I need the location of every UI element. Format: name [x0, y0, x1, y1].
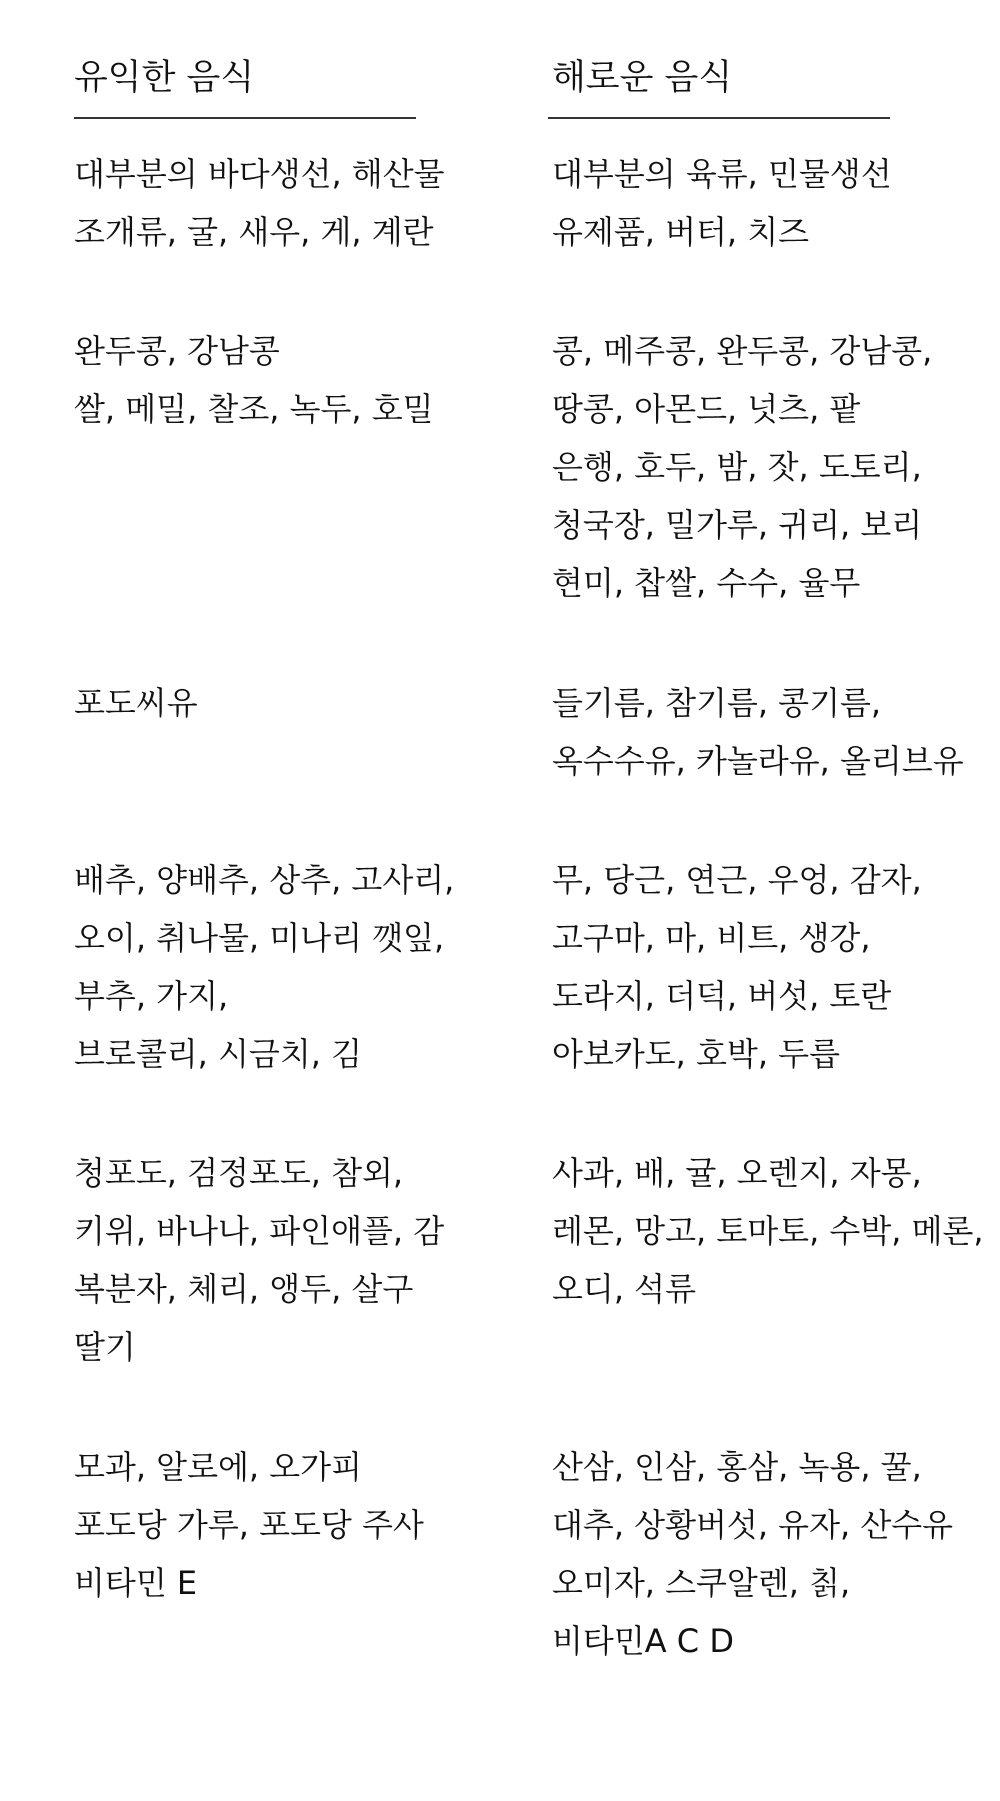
food-list-line: 브로콜리, 시금치, 김: [74, 1035, 362, 1073]
food-list-line: 도라지, 더덕, 버섯, 토란: [552, 977, 892, 1015]
food-list-line: 사과, 배, 귤, 오렌지, 자몽,: [552, 1154, 922, 1192]
food-list-line: 포도씨유: [74, 684, 198, 722]
food-list-line: 땅콩, 아몬드, 넛츠, 팥: [552, 390, 861, 428]
harmful-supplements-group: [552, 1438, 953, 1670]
food-list-line: 은행, 호두, 밤, 잣, 도토리,: [552, 448, 922, 486]
harmful-beans-grains-group: [552, 322, 932, 612]
harmful-foods-heading: 해로운 음식: [552, 58, 733, 98]
food-list-line: 유제품, 버터, 치즈: [552, 213, 810, 251]
heading-divider: [74, 117, 416, 119]
food-list-line: 현미, 찹쌀, 수수, 율무: [552, 564, 861, 602]
food-list-line: 산삼, 인삼, 홍삼, 녹용, 꿀,: [552, 1448, 922, 1486]
food-list-line: 키위, 바나나, 파인애플, 감: [74, 1212, 445, 1250]
food-list-line: 모과, 알로에, 오가피: [74, 1448, 362, 1486]
food-list-line: 대부분의 육류, 민물생선: [552, 155, 892, 193]
food-list-line: 조개류, 굴, 새우, 게, 계란: [74, 213, 434, 251]
food-list-line: 비타민 E: [74, 1564, 198, 1602]
food-list-line: 완두콩, 강남콩: [74, 332, 280, 370]
food-list-line: 대추, 상황버섯, 유자, 산수유: [552, 1506, 954, 1544]
beneficial-foods-heading: 유익한 음식: [74, 58, 255, 98]
food-list-line: 오디, 석류: [552, 1270, 696, 1308]
food-list-line: 청국장, 밀가루, 귀리, 보리: [552, 506, 923, 544]
beneficial-supplements-group: [74, 1438, 424, 1612]
food-list-line: 레몬, 망고, 토마토, 수박, 메론,: [552, 1212, 984, 1250]
harmful-meat-dairy-group: [552, 145, 892, 261]
food-list-line: 배추, 양배추, 상추, 고사리,: [74, 861, 455, 899]
food-list-line: 고구마, 마, 비트, 생강,: [552, 919, 871, 957]
food-list-line: 비타민A C D: [552, 1622, 734, 1660]
harmful-fruits-group: [552, 1144, 984, 1318]
food-list-line: 아보카도, 호박, 두릅: [552, 1035, 840, 1073]
food-list-line: 부추, 가지,: [74, 977, 229, 1015]
beneficial-oils-group: [74, 674, 198, 732]
food-list-line: 대부분의 바다생선, 해산물: [74, 155, 445, 193]
food-list-line: 옥수수유, 카놀라유, 올리브유: [552, 742, 964, 780]
food-list-line: 오이, 취나물, 미나리 깻잎,: [74, 919, 445, 957]
harmful-oils-group: [552, 674, 964, 790]
beneficial-fruits-group: [74, 1144, 444, 1376]
heading-divider: [548, 117, 890, 119]
food-list-line: 딸기: [74, 1328, 136, 1366]
beneficial-seafood-group: [74, 145, 445, 261]
food-list-line: 콩, 메주콩, 완두콩, 강남콩,: [552, 332, 933, 370]
food-list-line: 오미자, 스쿠알렌, 칡,: [552, 1564, 851, 1602]
harmful-root-vegetables-group: [552, 851, 922, 1083]
beneficial-vegetables-group: [74, 851, 454, 1083]
food-list-line: 쌀, 메밀, 찰조, 녹두, 호밀: [74, 390, 434, 428]
food-list-line: 청포도, 검정포도, 참외,: [74, 1154, 404, 1192]
beneficial-grains-group: [74, 322, 434, 438]
food-list-line: 들기름, 참기름, 콩기름,: [552, 684, 882, 722]
food-list-line: 무, 당근, 연근, 우엉, 감자,: [552, 861, 922, 899]
food-list-line: 복분자, 체리, 앵두, 살구: [74, 1270, 414, 1308]
food-list-line: 포도당 가루, 포도당 주사: [74, 1506, 424, 1544]
